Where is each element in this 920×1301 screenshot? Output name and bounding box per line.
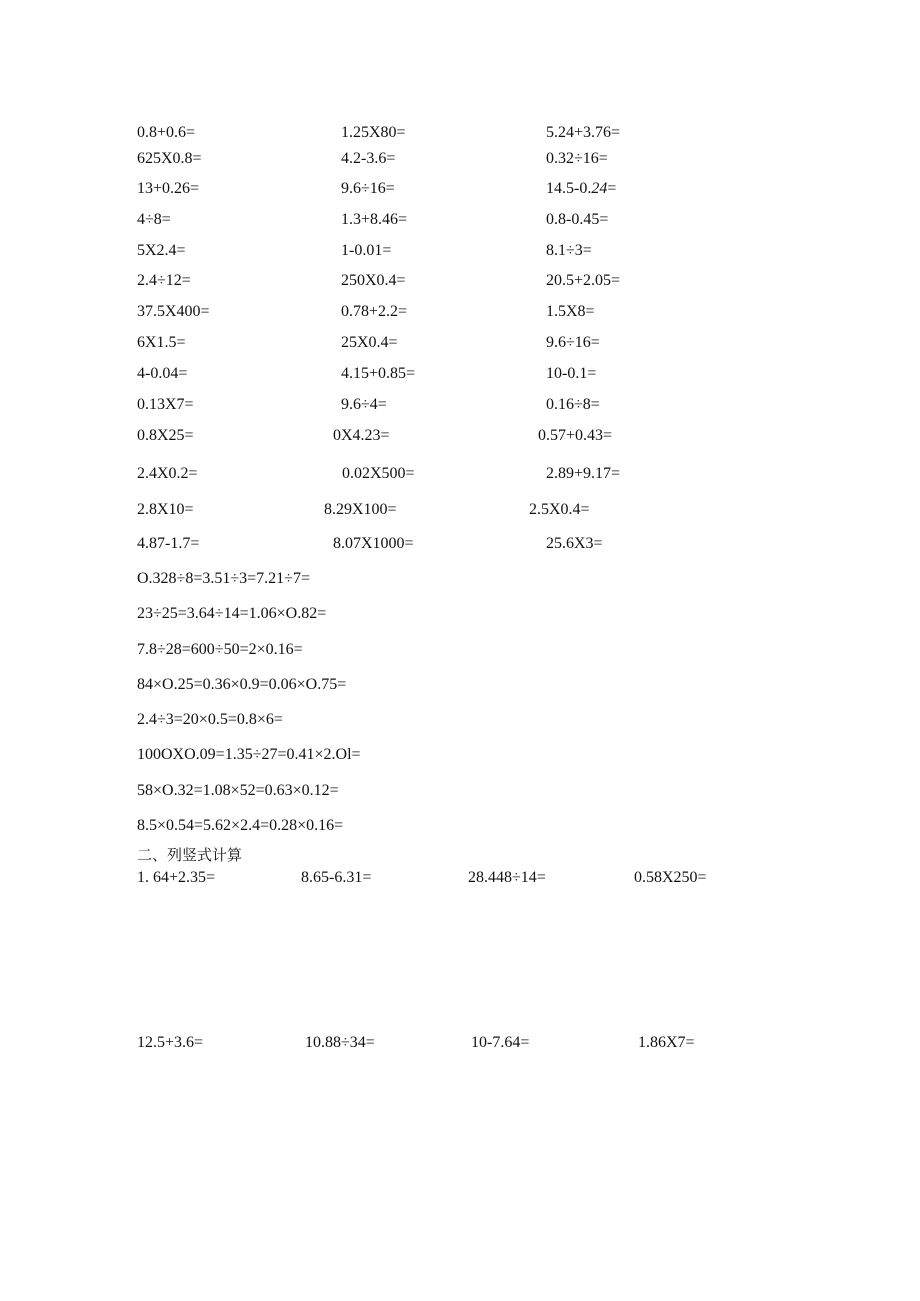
exercise-item-italic: 24 bbox=[591, 180, 608, 197]
exercise-item: 2.89+9.17= bbox=[546, 465, 621, 482]
exercise-item: 2.4÷12= bbox=[137, 272, 191, 289]
exercise-item bbox=[546, 180, 616, 198]
vertical-exercise: 1. 64+2.35= bbox=[137, 869, 216, 886]
exercise-item: 0.02X500= bbox=[342, 465, 415, 482]
expression-line: 7.8÷28=600÷50=2×0.16= bbox=[137, 641, 303, 658]
vertical-exercise: 10.88÷34= bbox=[305, 1034, 375, 1051]
exercise-item: 4.87-1.7= bbox=[137, 535, 200, 552]
expression-line: 84×O.25=0.36×0.9=0.06×O.75= bbox=[137, 676, 347, 693]
expression-line: 100OXO.09=1.35÷27=0.41×2.Ol= bbox=[137, 746, 361, 763]
exercise-item: 1.3+8.46= bbox=[341, 211, 408, 228]
exercise-item: 10-0.1= bbox=[546, 365, 597, 382]
exercise-item: 625X0.8= bbox=[137, 150, 202, 167]
vertical-exercise: 8.65-6.31= bbox=[301, 869, 372, 886]
exercise-item: 1.5X8= bbox=[546, 303, 595, 320]
exercise-item: 20.5+2.05= bbox=[546, 272, 621, 289]
exercise-item: 0.8X25= bbox=[137, 427, 194, 444]
exercise-item: 4÷8= bbox=[137, 211, 171, 228]
exercise-item: 0.8-0.45= bbox=[546, 211, 609, 228]
vertical-exercise: 28.448÷14= bbox=[468, 869, 546, 886]
exercise-item: 5.24+3.76= bbox=[546, 124, 621, 141]
expression-line: 2.4÷3=20×0.5=0.8×6= bbox=[137, 711, 283, 728]
exercise-item: 2.8X10= bbox=[137, 501, 194, 518]
exercise-item: 8.29X100= bbox=[324, 501, 397, 518]
expression-line: 8.5×0.54=5.62×2.4=0.28×0.16= bbox=[137, 817, 344, 834]
vertical-exercise: 0.58X250= bbox=[634, 869, 707, 886]
exercise-item: 0.16÷8= bbox=[546, 396, 600, 413]
exercise-item: 8.1÷3= bbox=[546, 242, 592, 259]
exercise-item: 2.5X0.4= bbox=[529, 501, 590, 518]
exercise-item: 0.32÷16= bbox=[546, 150, 608, 167]
vertical-exercise: 12.5+3.6= bbox=[137, 1034, 204, 1051]
exercise-item: 9.6÷16= bbox=[546, 334, 600, 351]
exercise-item: 0.8+0.6= bbox=[137, 124, 196, 141]
exercise-item-main: 14.5-0. bbox=[546, 180, 592, 197]
exercise-item: 4.15+0.85= bbox=[341, 365, 416, 382]
exercise-item: 4-0.04= bbox=[137, 365, 188, 382]
exercise-item: 8.07X1000= bbox=[333, 535, 414, 552]
exercise-item: 37.5X400= bbox=[137, 303, 210, 320]
exercise-item: 0X4.23= bbox=[333, 427, 390, 444]
vertical-exercise: 10-7.64= bbox=[471, 1034, 530, 1051]
exercise-item: 0.78+2.2= bbox=[341, 303, 408, 320]
exercise-item: 13+0.26= bbox=[137, 180, 200, 197]
exercise-item: 9.6÷4= bbox=[341, 396, 387, 413]
exercise-item: 0.13X7= bbox=[137, 396, 194, 413]
exercise-item: 6X1.5= bbox=[137, 334, 186, 351]
exercise-item: 0.57+0.43= bbox=[538, 427, 613, 444]
vertical-exercise: 1.86X7= bbox=[638, 1034, 695, 1051]
exercise-item: 1-0.01= bbox=[341, 242, 392, 259]
expression-line: O.328÷8=3.51÷3=7.21÷7= bbox=[137, 570, 310, 587]
exercise-item: 25X0.4= bbox=[341, 334, 398, 351]
exercise-item: 25.6X3= bbox=[546, 535, 603, 552]
expression-line: 58×O.32=1.08×52=0.63×0.12= bbox=[137, 782, 339, 799]
exercise-item: 9.6÷16= bbox=[341, 180, 395, 197]
exercise-item: 2.4X0.2= bbox=[137, 465, 198, 482]
exercise-item: 5X2.4= bbox=[137, 242, 186, 259]
exercise-item: 250X0.4= bbox=[341, 272, 406, 289]
exercise-item: 1.25X80= bbox=[341, 124, 406, 141]
exercise-item: 4.2-3.6= bbox=[341, 150, 396, 167]
exercise-item-tail: = bbox=[607, 180, 617, 197]
expression-line: 23÷25=3.64÷14=1.06×O.82= bbox=[137, 605, 327, 622]
section-heading: 二、列竖式计算 bbox=[137, 846, 243, 864]
